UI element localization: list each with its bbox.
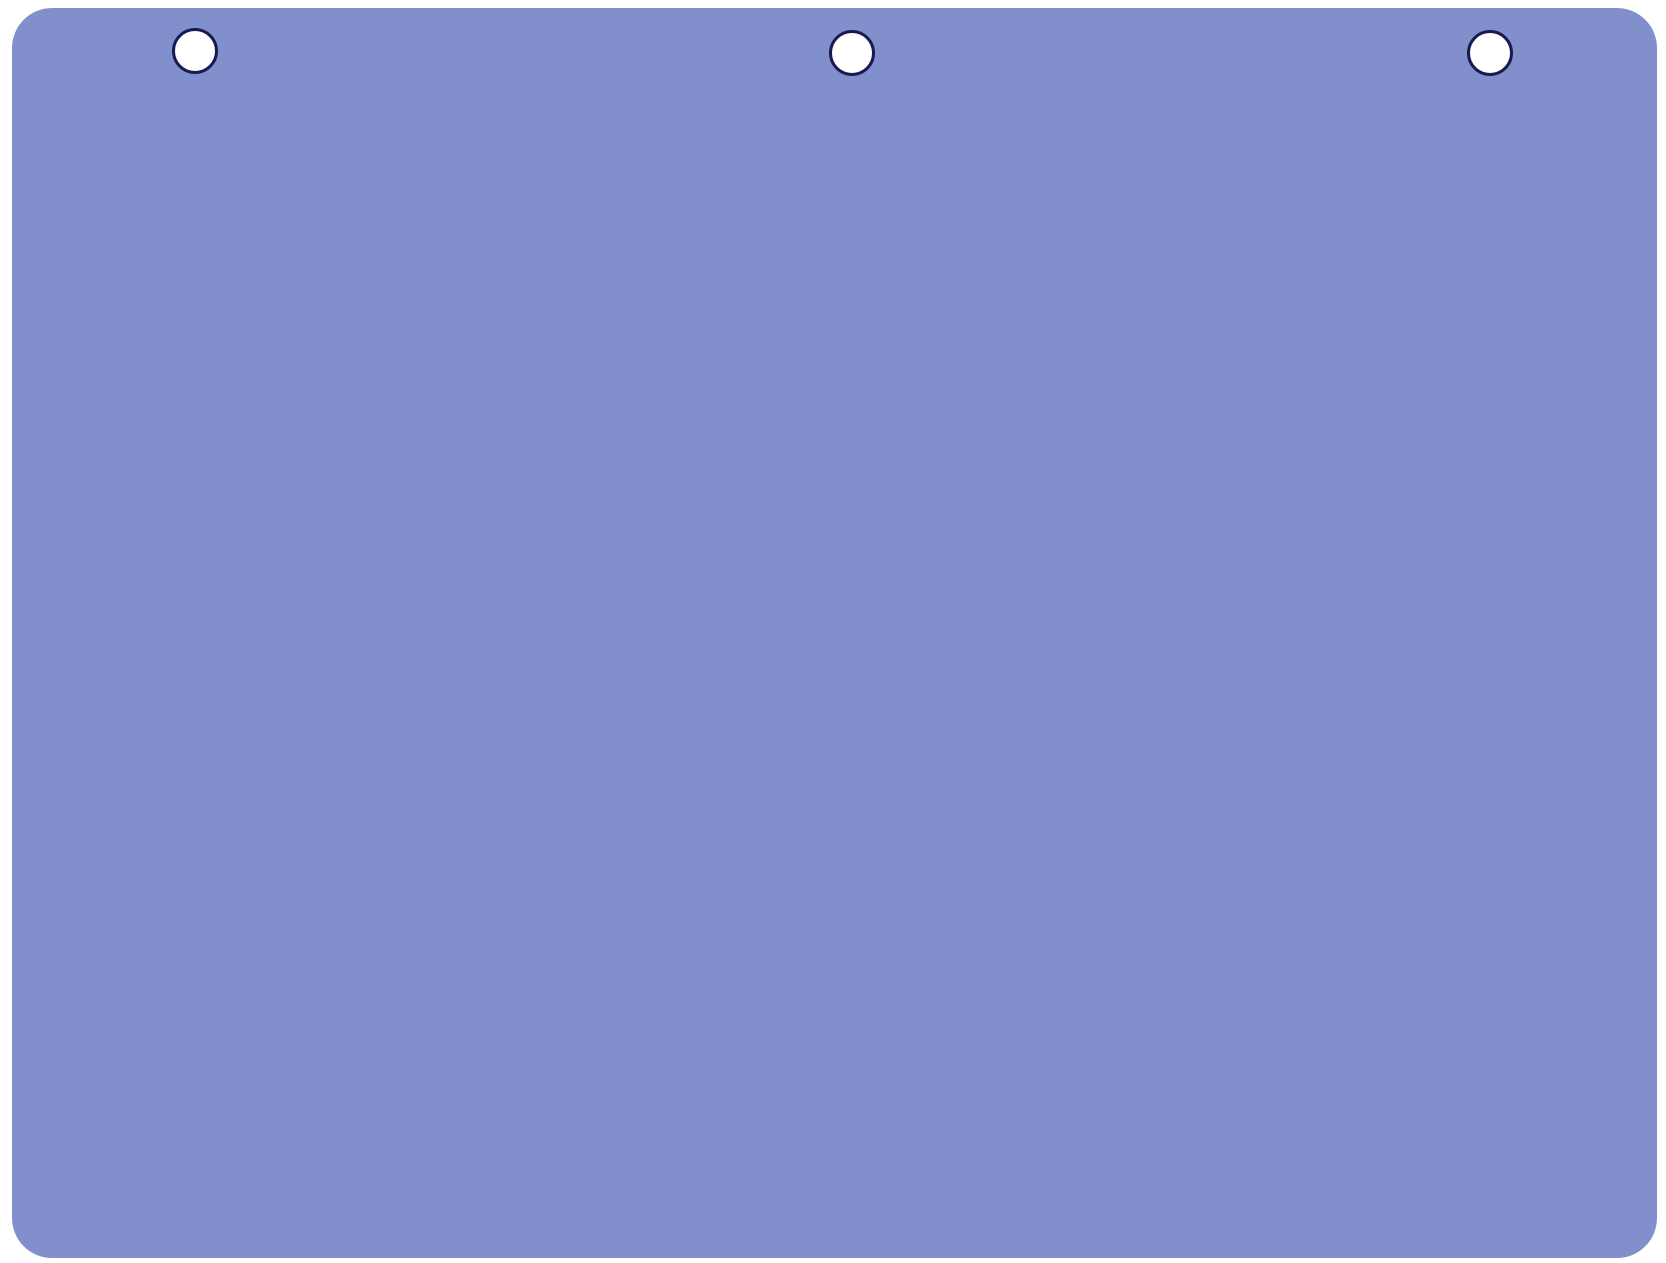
punch-hole	[1467, 30, 1513, 76]
punch-hole	[829, 30, 875, 76]
panel-left	[12, 8, 567, 1258]
panel-right	[1119, 8, 1657, 1258]
panel-center	[569, 8, 1117, 1258]
punch-hole	[172, 28, 218, 74]
reference-card	[12, 8, 1657, 1258]
